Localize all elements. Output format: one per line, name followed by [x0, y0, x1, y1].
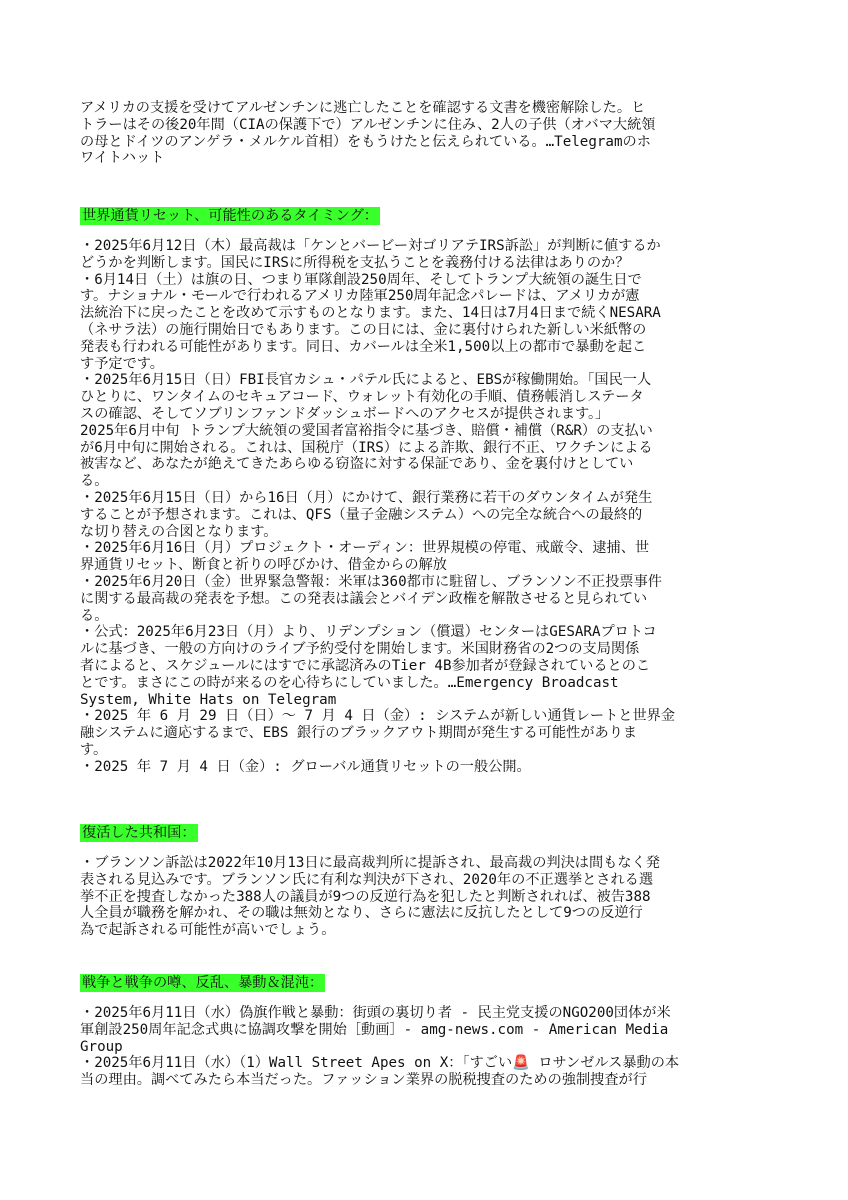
text-line: 界通貨リセット、断食と祈りの呼びかけ、借金からの解放 [80, 557, 447, 574]
text-line: る。 [80, 607, 109, 624]
text-line: トラーはその後20年間（CIAの保護下で）アルゼンチンに住み、2人の子供（オバマ大統領 [80, 116, 656, 133]
text-line: 2025年6月中旬 トランプ大統領の愛国者富裕指令に基づき、賠償・補償（R&R）の支払い [80, 422, 653, 439]
text-line: ・公式：2025年6月23日（月）より、リデンプション（償還）センターはGESARAプロトコ [80, 624, 657, 641]
text-line: System, White Hats on Telegram [80, 691, 337, 708]
section-heading: 復活した共和国： [82, 825, 196, 841]
text-line: す。ナショナル・モールで行われるアメリカ陸軍250周年記念パレードは、アメリカが憲 [80, 288, 640, 305]
text-line: アメリカの支援を受けてアルゼンチンに逃亡したことを確認する文書を機密解除した。ヒ [80, 100, 646, 116]
text-line: どうかを判断します。国民にIRSに所得税を支払うことを義務付ける法律はありのか？ [80, 254, 630, 271]
text-line: ・2025年6月12日（木）最高裁は「ケンとバービー対ゴリアテIRS訴訟」が判断に値するか [80, 238, 661, 254]
restored-republic-body [80, 855, 770, 939]
text-line: に関する最高裁の発表を予想。この発表は議会とバイデン政権を解散させると見られてい [80, 590, 648, 607]
text-line: ・2025年6月11日（水）偽旗作戦と暴動：街頭の裏切り者 - 民主党支援のNGO200団体が米 [80, 1005, 671, 1021]
text-line: ・2025年6月16日（月）プロジェクト・オーディン：世界規模の停電、戒厳令、逮捕、世 [80, 540, 650, 557]
text-line: ・2025 年 7 月 4 日（金）: グローバル通貨リセットの一般公開。 [80, 758, 531, 775]
text-line: ・2025 年 6 月 29 日（日）～ 7 月 4 日（金）: システムが新しい通貨レートと世界金 [80, 708, 676, 725]
text-line: 表される見込みです。ブランソン氏に有利な判決が下され、2020年の不正選挙とされる選 [80, 871, 654, 888]
text-line: ・2025年6月20日（金）世界緊急警報：米軍は360都市に駐留し、ブランソン不正投票事件 [80, 573, 662, 590]
section-heading: 世界通貨リセット、可能性のあるタイミング： [82, 208, 378, 224]
text-line: 法統治下に戻ったことを改めて示すものとなります。また、14日は7月4日まで続くNESARA [80, 305, 661, 322]
text-line: 人全員が職務を解かれ、その職は無効となり、さらに憲法に反抗したとして9つの反逆行 [80, 905, 643, 922]
section-wars-riots [80, 972, 770, 992]
text-line: 発表も行われる可能性があります。同日、カバールは全米1,500以上の都市で暴動を起こ [80, 338, 647, 355]
text-line: ・2025年6月15日（日）から16日（月）にかけて、銀行業務に若干のダウンタイムが発生 [80, 489, 653, 506]
text-line: る。 [80, 473, 109, 490]
intro-paragraph [80, 100, 770, 167]
text-line: 軍創設250周年記念式典に協調攻撃を開始［動画］- amg-news.com - American Media [80, 1021, 669, 1038]
text-line: ・6月14日（土）は旗の日、つまり軍隊創設250周年、そしてトランプ大統領の誕生日で [80, 271, 642, 288]
text-line: ・ブランソン訴訟は2022年10月13日に最高裁判所に提訴され、最高裁の判決は間もなく発 [80, 855, 660, 871]
text-line: することが予想されます。これは、QFS（量子金融システム）への完全な統合への最終的 [80, 506, 643, 523]
text-line: 挙不正を捜査しなかった388人の議員が9つの反逆行為を犯したと判断されれば、被告388 [80, 888, 651, 905]
text-line: Group [80, 1038, 123, 1055]
text-line: ワイトハット [80, 150, 165, 167]
text-line: スの確認、そしてソブリンファンドダッシュボードへのアクセスが提供されます。」 [80, 405, 610, 422]
text-line: 被害など、あなたが絶えてきたあらゆる窃盗に対する保証であり、金を裏付けとしてい [80, 456, 634, 473]
section-restored-republic [80, 822, 770, 842]
text-line: ひとりに、ワンタイムのセキュアコード、ウォレット有効化の手順、債務帳消しステータ [80, 389, 644, 406]
text-line: 者によると、スケジュールにはすでに承認済みのTier 4B参加者が登録されているとのこ [80, 657, 651, 674]
text-line: な切り替えの合図となります。 [80, 523, 278, 540]
text-line: ルに基づき、一般の方向けのライブ予約受付を開始します。米国財務省の2つの支局関係 [80, 641, 640, 658]
text-line: す予定です。 [80, 355, 164, 372]
text-line: の母とドイツのアンゲラ・メルケル首相）をもうけたと伝えられている。…Telegramのホ [80, 133, 651, 150]
section-heading: 戦争と戦争の噂、反乱、暴動＆混沌： [82, 975, 324, 991]
text-line: す。 [80, 741, 108, 758]
text-line: が6月中旬に開始される。これは、国税庁（IRS）による詐欺、銀行不正、ワクチンによる [80, 439, 653, 456]
text-line: 為で起訴される可能性が高いでしょう。 [80, 922, 336, 939]
currency-reset-body [80, 238, 770, 776]
wars-riots-body [80, 1005, 770, 1089]
text-line: 融システムに適応するまで、EBS 銀行のブラックアウト期間が発生する可能性がありま [80, 725, 638, 742]
text-line: （ネサラ法）の施行開始日でもあります。この日には、金に裏付けられた新しい米紙幣の [80, 321, 647, 338]
section-currency-reset [80, 205, 770, 225]
text-line: 当の理由。調べてみたら本当だった。ファッション業界の脱税捜査のための強制捜査が行 [80, 1072, 647, 1089]
text-line: とです。まさにこの時が来るのを心待ちにしていました。…Emergency Broadcast [80, 674, 619, 691]
text-line: ・2025年6月15日（日）FBI長官カシュ・パテル氏によると、EBSが稼働開始。「国民一人 [80, 372, 652, 389]
text-line: ・2025年6月11日（水）（1）Wall Street Apes on X：「すごい🚨 ロサンゼルス暴動の本 [80, 1055, 680, 1072]
